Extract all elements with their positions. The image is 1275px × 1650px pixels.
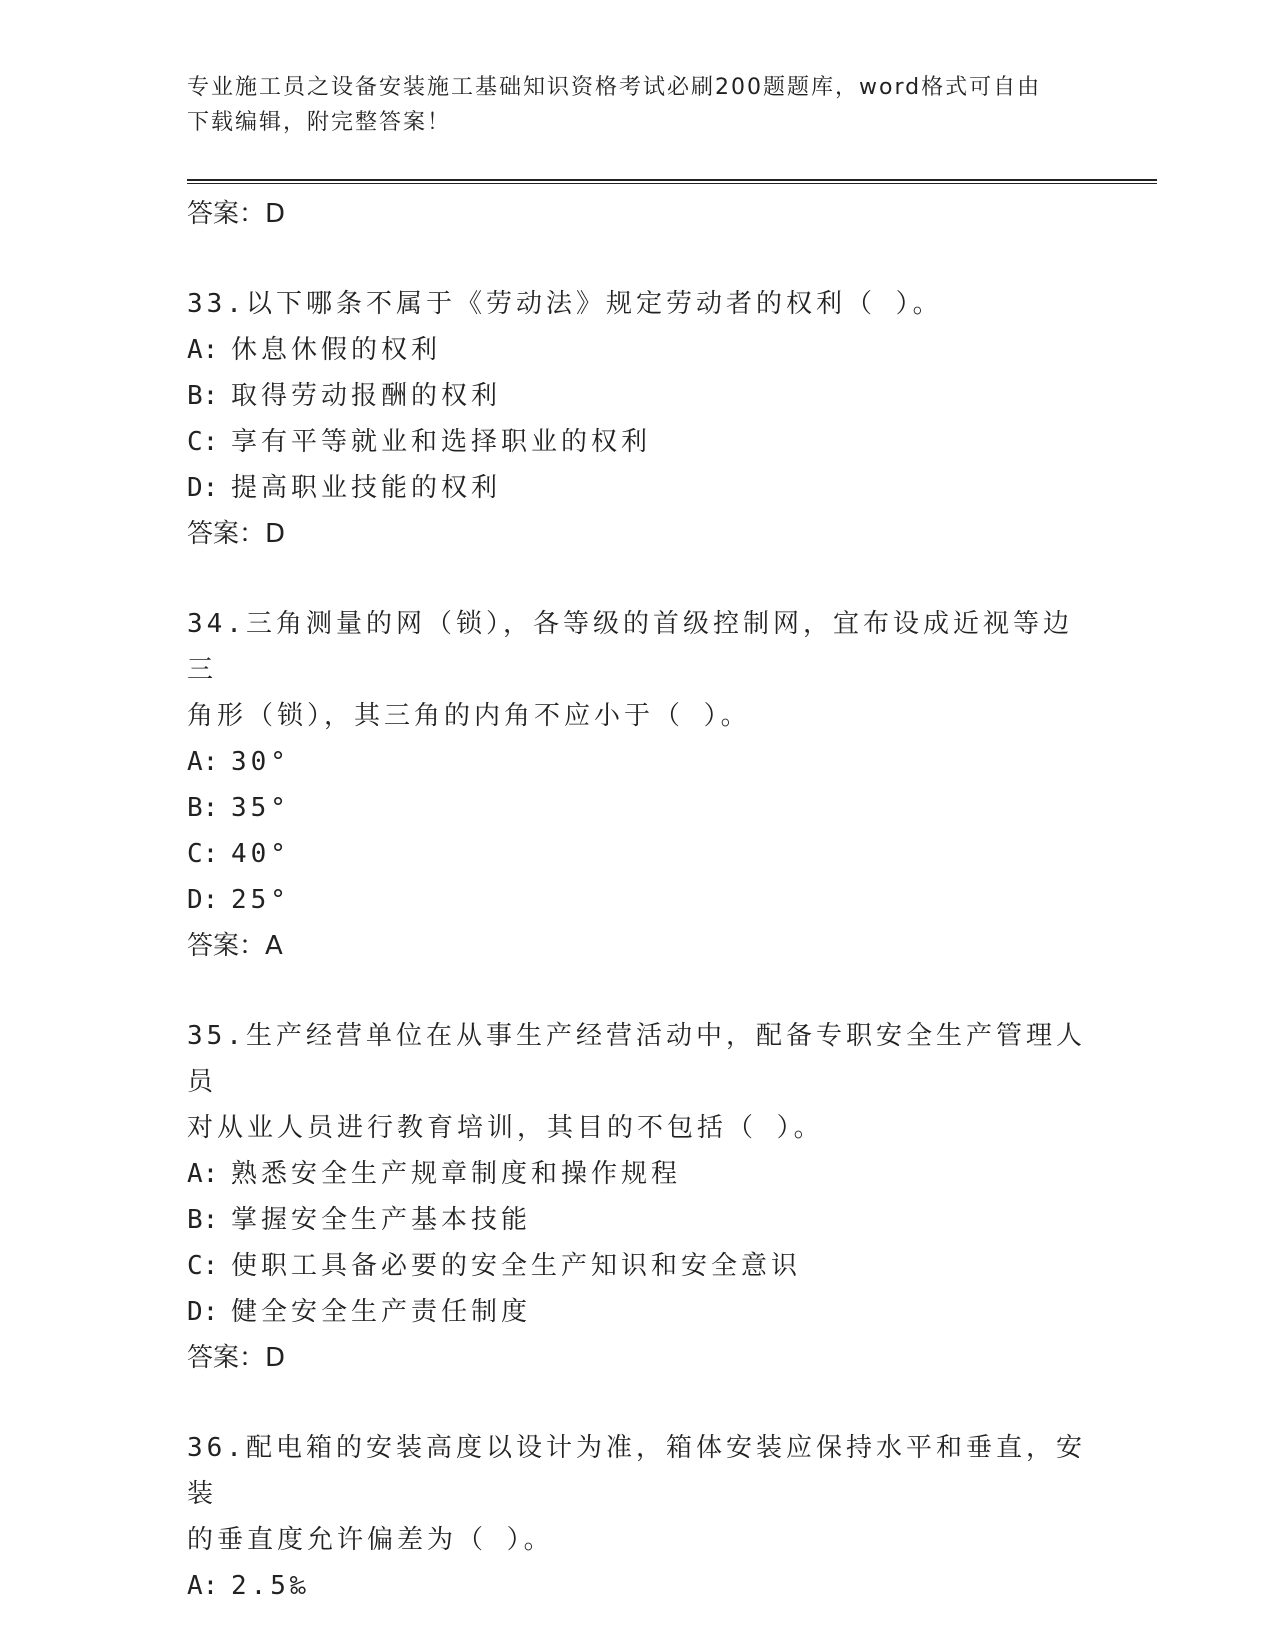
question-text: 36.配电箱的安装高度以设计为准，箱体安装应保持水平和垂直，安装 bbox=[187, 1433, 1086, 1509]
header-line-1: 专业施工员之设备安装施工基础知识资格考试必刷200题题库，word格式可自由 bbox=[187, 75, 1042, 100]
option-b bbox=[187, 1197, 1087, 1243]
option-d bbox=[187, 877, 1087, 923]
option-text: 掌握安全生产基本技能 bbox=[231, 1205, 532, 1235]
option-key: B: bbox=[187, 793, 219, 823]
question-text-continued: 的垂直度允许偏差为（ ）。 bbox=[187, 1525, 554, 1555]
answer-line bbox=[187, 923, 1087, 969]
option-key: D: bbox=[187, 885, 219, 915]
question-text-continued: 角形（锁），其三角的内角不应小于（ ）。 bbox=[187, 701, 751, 731]
header-rule bbox=[187, 179, 1157, 181]
answer-label: 答案： bbox=[187, 931, 266, 961]
option-key: A: bbox=[187, 335, 219, 365]
option-key: C: bbox=[187, 1251, 219, 1281]
option-text: 取得劳动报酬的权利 bbox=[231, 381, 502, 411]
option-text: 2.5‰ bbox=[231, 1571, 310, 1601]
option-text: 享有平等就业和选择职业的权利 bbox=[231, 427, 652, 457]
option-text: 提高职业技能的权利 bbox=[231, 473, 502, 503]
header-rule-thin bbox=[187, 183, 1157, 184]
question-block-34 bbox=[187, 601, 1087, 969]
question-list bbox=[187, 187, 1087, 1609]
option-key: B: bbox=[187, 1205, 219, 1235]
question-text: 34.三角测量的网（锁），各等级的首级控制网，宜布设成近视等边三 bbox=[187, 609, 1073, 685]
option-key: D: bbox=[187, 473, 219, 503]
answer-value: D bbox=[265, 519, 286, 549]
option-text: 健全安全生产责任制度 bbox=[231, 1297, 532, 1327]
option-a bbox=[187, 1151, 1087, 1197]
question-block-33 bbox=[187, 281, 1087, 557]
header-line-2: 下载编辑，附完整答案！ bbox=[187, 110, 452, 135]
question-text-continued: 对从业人员进行教育培训，其目的不包括（ ）。 bbox=[187, 1113, 824, 1143]
answer-label: 答案： bbox=[187, 1343, 266, 1373]
option-text: 熟悉安全生产规章制度和操作规程 bbox=[231, 1159, 682, 1189]
option-b bbox=[187, 373, 1087, 419]
option-a bbox=[187, 1563, 1087, 1609]
option-b bbox=[187, 785, 1087, 831]
question-block-36 bbox=[187, 1425, 1087, 1609]
option-text: 35° bbox=[231, 793, 290, 823]
option-text: 使职工具备必要的安全生产知识和安全意识 bbox=[231, 1251, 802, 1281]
option-key: A: bbox=[187, 1571, 219, 1601]
option-key: C: bbox=[187, 839, 219, 869]
option-c bbox=[187, 831, 1087, 877]
option-text: 休息休假的权利 bbox=[231, 335, 442, 365]
option-key: B: bbox=[187, 381, 219, 411]
answer-line bbox=[187, 511, 1087, 557]
option-text: 30° bbox=[231, 747, 290, 777]
answer-value: A bbox=[265, 931, 283, 961]
option-text: 25° bbox=[231, 885, 290, 915]
option-key: D: bbox=[187, 1297, 219, 1327]
answer-label: 答案： bbox=[187, 199, 266, 229]
option-d bbox=[187, 465, 1087, 511]
option-d bbox=[187, 1289, 1087, 1335]
option-c bbox=[187, 419, 1087, 465]
option-key: A: bbox=[187, 747, 219, 777]
option-key: A: bbox=[187, 1159, 219, 1189]
answer-value: D bbox=[265, 1343, 286, 1373]
option-a bbox=[187, 739, 1087, 785]
option-text: 40° bbox=[231, 839, 290, 869]
question-text: 35.生产经营单位在从事生产经营活动中，配备专职安全生产管理人员 bbox=[187, 1021, 1086, 1097]
answer-line bbox=[187, 1335, 1087, 1381]
option-c bbox=[187, 1243, 1087, 1289]
option-a bbox=[187, 327, 1087, 373]
answer-value: D bbox=[265, 199, 286, 229]
question-block-35 bbox=[187, 1013, 1087, 1381]
option-key: C: bbox=[187, 427, 219, 457]
answer-line bbox=[187, 191, 1087, 237]
document-header bbox=[187, 70, 1087, 140]
question-text: 33.以下哪条不属于《劳动法》规定劳动者的权利（ ）。 bbox=[187, 289, 943, 319]
answer-label: 答案： bbox=[187, 519, 266, 549]
